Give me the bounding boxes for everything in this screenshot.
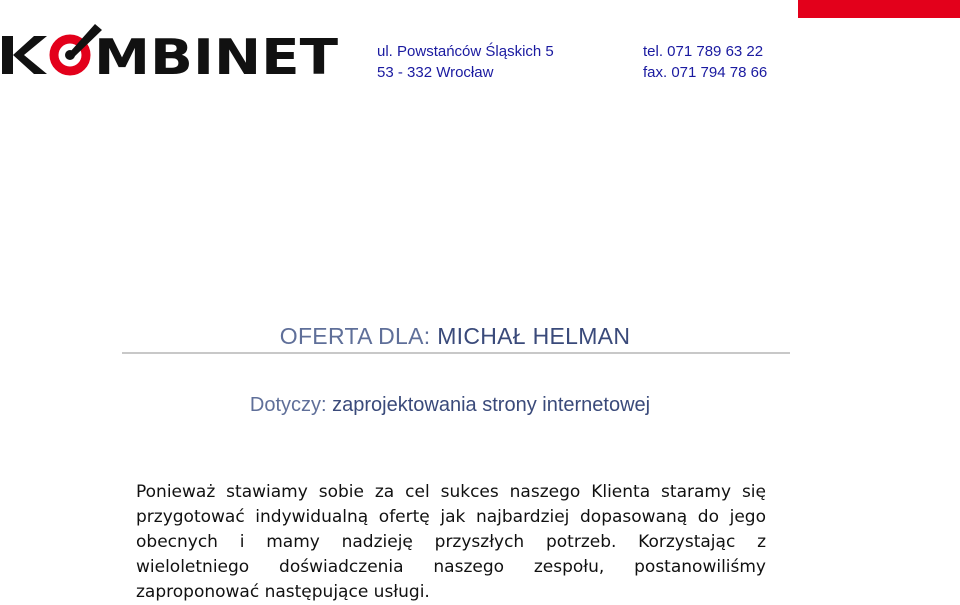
fax-number: fax. 071 794 78 66: [643, 64, 768, 81]
header-red-bar: [798, 0, 960, 18]
offer-label: OFERTA DLA:: [279, 323, 431, 349]
subject-line: [0, 394, 900, 417]
subject-text: zaprojektowania strony internetowej: [332, 394, 651, 416]
phone-number: tel. 071 789 63 22: [643, 43, 764, 60]
intro-paragraph: Ponieważ stawiamy sobie za cel sukces naszego Klienta staramy się przygotować indywidualną ofertę jak najbardziej dopasowaną do jego obecnych i mamy nadzieję przyszłych potrzeb. Korzystając z wieloletniego doświadczenia naszego zespołu, postanowiliśmy zaproponować następujące usługi.: [136, 482, 766, 602]
company-contacts: [643, 41, 767, 83]
address-city: 53 - 332 Wrocław: [377, 64, 494, 81]
svg-text:MBINET: MBINET: [94, 29, 339, 78]
address-street: ul. Powstańców Śląskich 5: [377, 43, 554, 60]
offer-recipient: MICHAŁ HELMAN: [437, 323, 631, 349]
company-address: [377, 41, 554, 83]
offer-title: [0, 323, 910, 350]
kombinet-logo: [0, 22, 340, 78]
title-divider: [122, 352, 790, 354]
subject-label: Dotyczy:: [249, 394, 327, 416]
